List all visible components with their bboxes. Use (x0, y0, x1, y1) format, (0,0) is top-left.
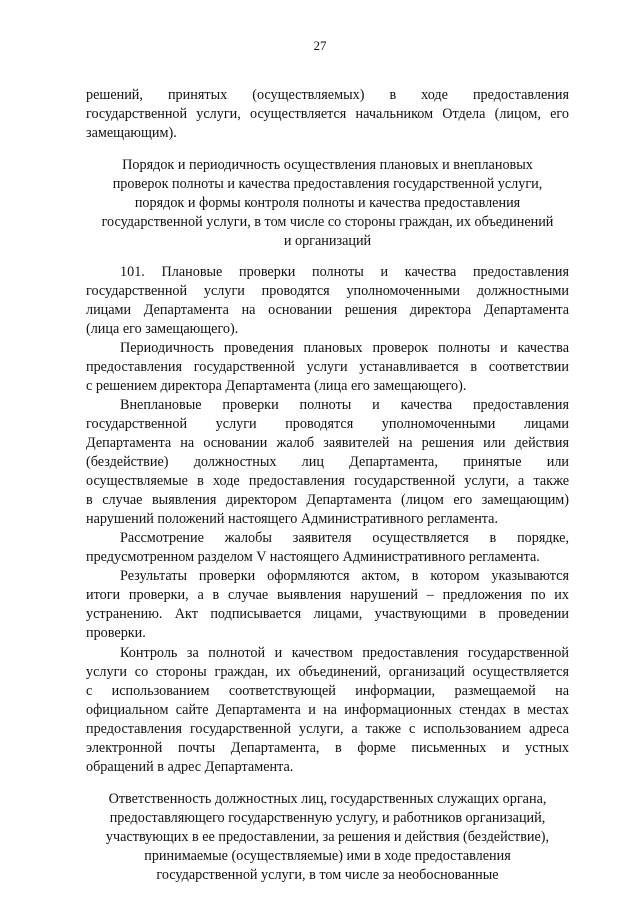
section-heading-line-4: государственной услуги, в том числе со стороны граждан, их объединений (101, 214, 554, 230)
body-line-17: Результаты проверки оформляются актом, в котором указываются (120, 568, 569, 584)
body-line-8: Внеплановые проверки полноты и качества предоставления (120, 397, 569, 413)
section-heading2-line-2: предоставляющего государственную услугу, и работников организаций, (109, 810, 546, 826)
section-heading-line-3: порядок и формы контроля полноты и качества предоставления (134, 195, 521, 211)
intro-line-3: замещающим). (86, 125, 177, 141)
body-line-7: с решением директора Департамента (лица его замещающего). (86, 378, 467, 394)
body-line-9: государственной услуги проводятся уполномоченными лицами (86, 416, 569, 432)
body-line-15: Рассмотрение жалобы заявителя осуществляется в порядке, (120, 530, 569, 546)
page-number: 27 (313, 38, 327, 53)
body-line-18: итоги проверки, а в случае выявления нарушений – предложения по их (86, 587, 569, 603)
body-line-12: осуществляемые в ходе предоставления государственной услуги, а также (86, 473, 569, 489)
body-line-16: предусмотренном разделом V настоящего Административного регламента. (86, 549, 540, 565)
body-line-25: предоставления государственной услуги, а также с использованием адреса (86, 721, 569, 737)
body-line-10: Департамента на основании жалоб заявителей на решения или действия (86, 435, 569, 451)
body-line-20: проверки. (86, 625, 146, 641)
body-line-23: с использованием соответствующей информации, размещаемой на (86, 683, 569, 699)
body-line-24: официальном сайте Департамента и на информационных стендах в местах (86, 702, 569, 718)
section-heading-line-2: проверок полноты и качества предоставления государственной услуги, (112, 176, 543, 192)
body-line-14: нарушений положений настоящего Административного регламента. (86, 511, 499, 527)
body-line-1: 101. Плановые проверки полноты и качества предоставления (120, 264, 569, 280)
intro-line-1: решений, принятых (осуществляемых) в ходе предоставления (86, 87, 569, 103)
body-line-4: (лица его замещающего). (86, 321, 239, 337)
body-line-3: лицами Департамента на основании решения директора Департамента (86, 302, 569, 318)
section-heading2-line-1: Ответственность должностных лиц, государственных служащих органа, (108, 791, 547, 807)
body-line-5: Периодичность проведения плановых проверок полноты и качества (120, 340, 569, 356)
body-line-19: устранению. Акт подписывается лицами, участвующими в проведении (86, 606, 569, 622)
body-line-21: Контроль за полнотой и качеством предоставления государственной (120, 645, 569, 661)
section-heading2-line-5: государственной услуги, в том числе за необоснованные (156, 867, 499, 883)
section-heading-line-5: и организаций (283, 233, 372, 249)
section-heading2-line-3: участвующих в ее предоставлении, за решения и действия (бездействие), (105, 829, 550, 845)
body-line-13: в случае выявления директором Департамента (лицом его замещающим) (86, 492, 569, 508)
body-line-2: государственной услуги проводятся уполномоченными должностными (86, 283, 569, 299)
section-heading2-line-4: принимаемые (осуществляемые) ими в ходе предоставления (144, 848, 511, 864)
body-line-6: предоставления государственной услуги устанавливается в соответствии (86, 359, 569, 375)
body-line-22: услуги со стороны граждан, их объединений, организаций осуществляется (86, 664, 569, 680)
body-line-11: (бездействие) должностных лиц Департамента, принятые или (86, 454, 569, 470)
body-line-26: электронной почты Департамента, в форме письменных и устных (86, 740, 569, 756)
section-heading-line-1: Порядок и периодичность осуществления плановых и внеплановых (122, 157, 533, 173)
intro-line-2: государственной услуги, осуществляется начальником Отдела (лицом, его (86, 106, 569, 122)
body-line-27: обращений в адрес Департамента. (86, 759, 294, 775)
